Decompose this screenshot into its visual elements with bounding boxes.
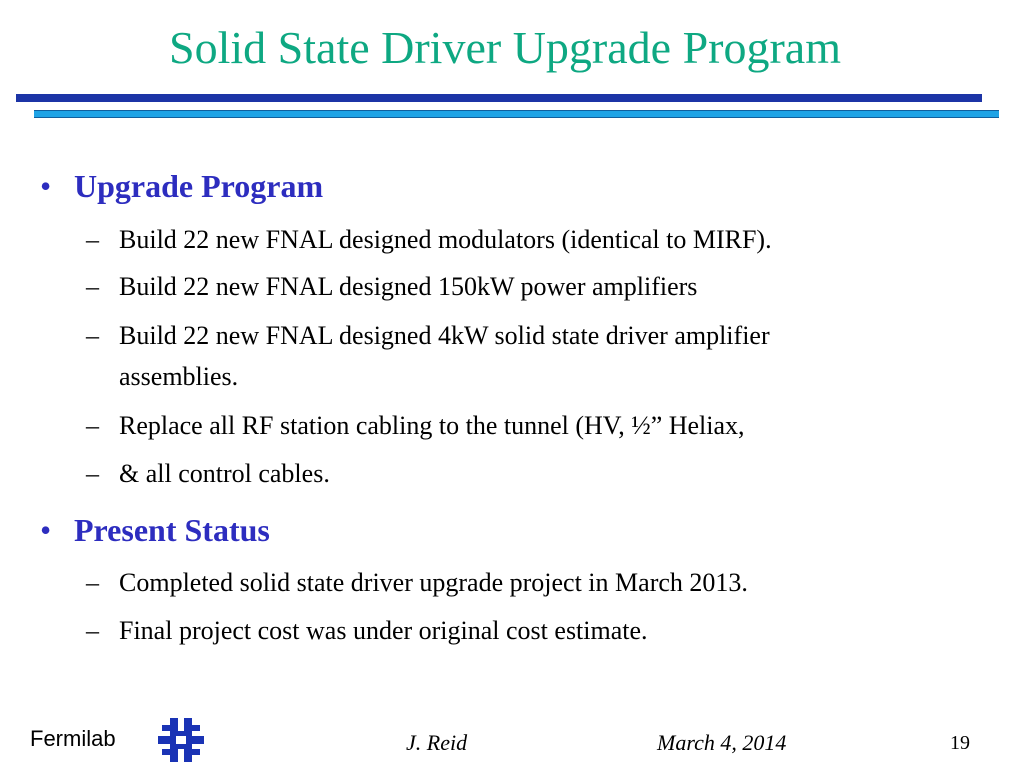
page-number: 19: [950, 732, 970, 754]
list-item-text: & all control cables.: [119, 459, 330, 488]
list-item-text: Build 22 new FNAL designed 150kW power amplifiers: [119, 272, 698, 301]
title-rule-light: [34, 110, 999, 118]
dash-marker: –: [86, 568, 99, 597]
dash-marker: –: [86, 459, 99, 488]
list-item-text: Replace all RF station cabling to the tunnel (HV, ½” Heliax,: [119, 411, 745, 440]
footer-author: J. Reid: [406, 730, 468, 755]
fermilab-logo-icon: [156, 716, 206, 764]
dash-marker: –: [86, 616, 99, 645]
bullet-icon: •: [40, 168, 52, 204]
list-item-text: Build 22 new FNAL designed modulators (identical to MIRF).: [119, 225, 772, 254]
dash-marker: –: [86, 272, 99, 301]
section-heading-text: Upgrade Program: [74, 168, 324, 204]
dash-marker: –: [86, 321, 99, 350]
list-item-text: Completed solid state driver upgrade project in March 2013.: [119, 568, 748, 597]
dash-marker: –: [86, 411, 99, 440]
list-item-text: Build 22 new FNAL designed 4kW solid state driver amplifier: [119, 321, 770, 350]
title-rule-dark: [16, 94, 982, 102]
footer-organization: Fermilab: [30, 726, 116, 751]
list-item-text: assemblies.: [119, 362, 239, 391]
list-item-text: Final project cost was under original cost estimate.: [119, 616, 648, 645]
slide-title: Solid State Driver Upgrade Program: [169, 22, 841, 73]
section-heading-text: Present Status: [74, 512, 270, 548]
bullet-icon: •: [40, 512, 52, 548]
dash-marker: –: [86, 225, 99, 254]
footer-date: March 4, 2014: [657, 730, 787, 755]
